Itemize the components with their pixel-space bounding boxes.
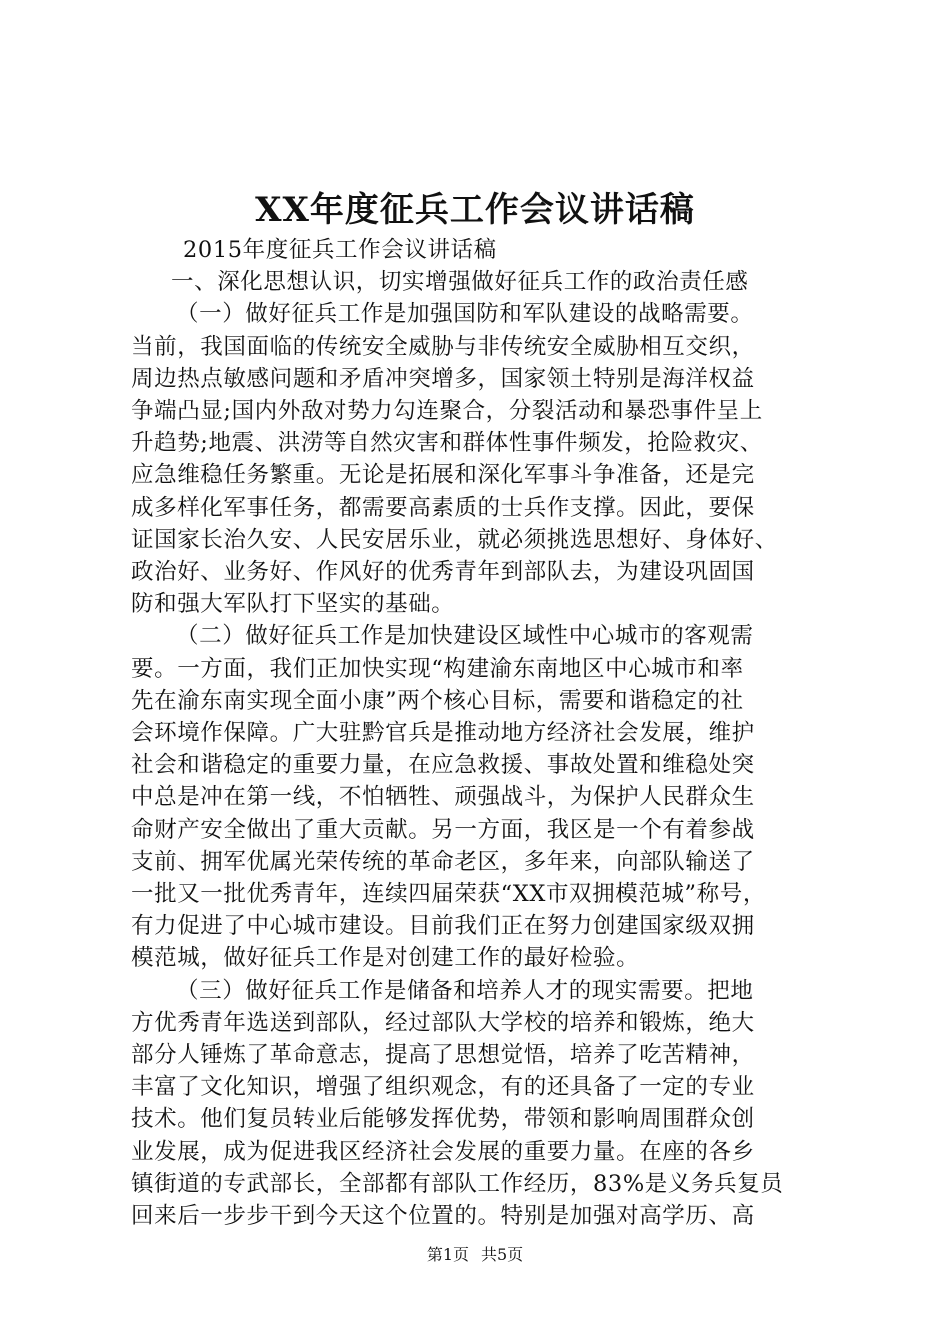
paragraph-line: 支前、拥军优属光荣传统的革命老区，多年来，向部队输送了 [131, 848, 755, 875]
paragraph-line: 成多样化军事任务，都需要高素质的士兵作支撑。因此，要保 [131, 494, 755, 521]
section-heading: 一、深化思想认识，切实增强做好征兵工作的政治责任感 [171, 269, 749, 296]
paragraph-line: 周边热点敏感问题和矛盾冲突增多，国家领土特别是海洋权益 [131, 365, 755, 392]
paragraph-line: 有力促进了中心城市建设。目前我们正在努力创建国家级双拥 [131, 913, 755, 940]
paragraph-line: （三）做好征兵工作是储备和培养人才的现实需要。把地 [176, 977, 754, 1004]
page-number: 第1页 [426, 1245, 469, 1264]
paragraph-line: 回来后一步步干到今天这个位置的。特别是加强对高学历、高 [131, 1203, 755, 1230]
paragraph-line: 防和强大军队打下坚实的基础。 [131, 591, 455, 618]
paragraph-line: 证国家长治久安、人民安居乐业，就必须挑选思想好、身体好、 [131, 526, 778, 553]
paragraph-line: 会环境作保障。广大驻黔官兵是推动地方经济社会发展，维护 [131, 720, 755, 747]
paragraph-line: 部分人锤炼了革命意志，提高了思想觉悟，培养了吃苦精神， [131, 1042, 755, 1069]
paragraph-line: 一批又一批优秀青年，连续四届荣获“XX市双拥模范城”称号， [131, 881, 766, 908]
paragraph-line: 应急维稳任务繁重。无论是拓展和深化军事斗争准备，还是完 [131, 462, 755, 489]
paragraph-line: 争端凸显;国内外敌对势力勾连聚合，分裂活动和暴恐事件呈上 [131, 398, 763, 425]
paragraph-line: 中总是冲在第一线，不怕牺牲、顽强战斗，为保护人民群众生 [131, 784, 755, 811]
paragraph-line: 模范城，做好征兵工作是对创建工作的最好检验。 [131, 945, 640, 972]
paragraph-line: 要。一方面，我们正加快实现“构建渝东南地区中心城市和率 [131, 655, 744, 682]
paragraph-line: 先在渝东南实现全面小康”两个核心目标，需要和谐稳定的社 [131, 687, 744, 714]
paragraph-line: 技术。他们复员转业后能够发挥优势，带领和影响周围群众创 [131, 1106, 755, 1133]
paragraph-line: （二）做好征兵工作是加快建设区域性中心城市的客观需 [176, 623, 754, 650]
paragraph-line: 丰富了文化知识，增强了组织观念，有的还具备了一定的专业 [131, 1074, 755, 1101]
paragraph-line: 命财产安全做出了重大贡献。另一方面，我区是一个有着参战 [131, 816, 755, 843]
document-body [131, 234, 831, 1232]
paragraph-line: 升趋势;地震、洪涝等自然灾害和群体性事件频发，抢险救灾、 [131, 430, 763, 457]
subtitle-line: 2015年度征兵工作会议讲话稿 [183, 237, 497, 263]
paragraph-line: （一）做好征兵工作是加强国防和军队建设的战略需要。 [176, 301, 754, 328]
paragraph-line: 方优秀青年选送到部队，经过部队大学校的培养和锻炼，绝大 [131, 1009, 755, 1036]
paragraph-line: 镇街道的专武部长，全部都有部队工作经历，83%是义务兵复员 [131, 1170, 784, 1197]
page-total: 共5页 [481, 1245, 524, 1264]
paragraph-line: 当前，我国面临的传统安全威胁与非传统安全威胁相互交织， [131, 333, 755, 360]
paragraph-line: 社会和谐稳定的重要力量，在应急救援、事故处置和维稳处突 [131, 752, 755, 779]
document-title: XX年度征兵工作会议讲话稿 [255, 190, 695, 230]
paragraph-line: 政治好、业务好、作风好的优秀青年到部队去，为建设巩固国 [131, 559, 755, 586]
paragraph-line: 业发展，成为促进我区经济社会发展的重要力量。在座的各乡 [131, 1138, 755, 1165]
page-footer [0, 1244, 950, 1266]
